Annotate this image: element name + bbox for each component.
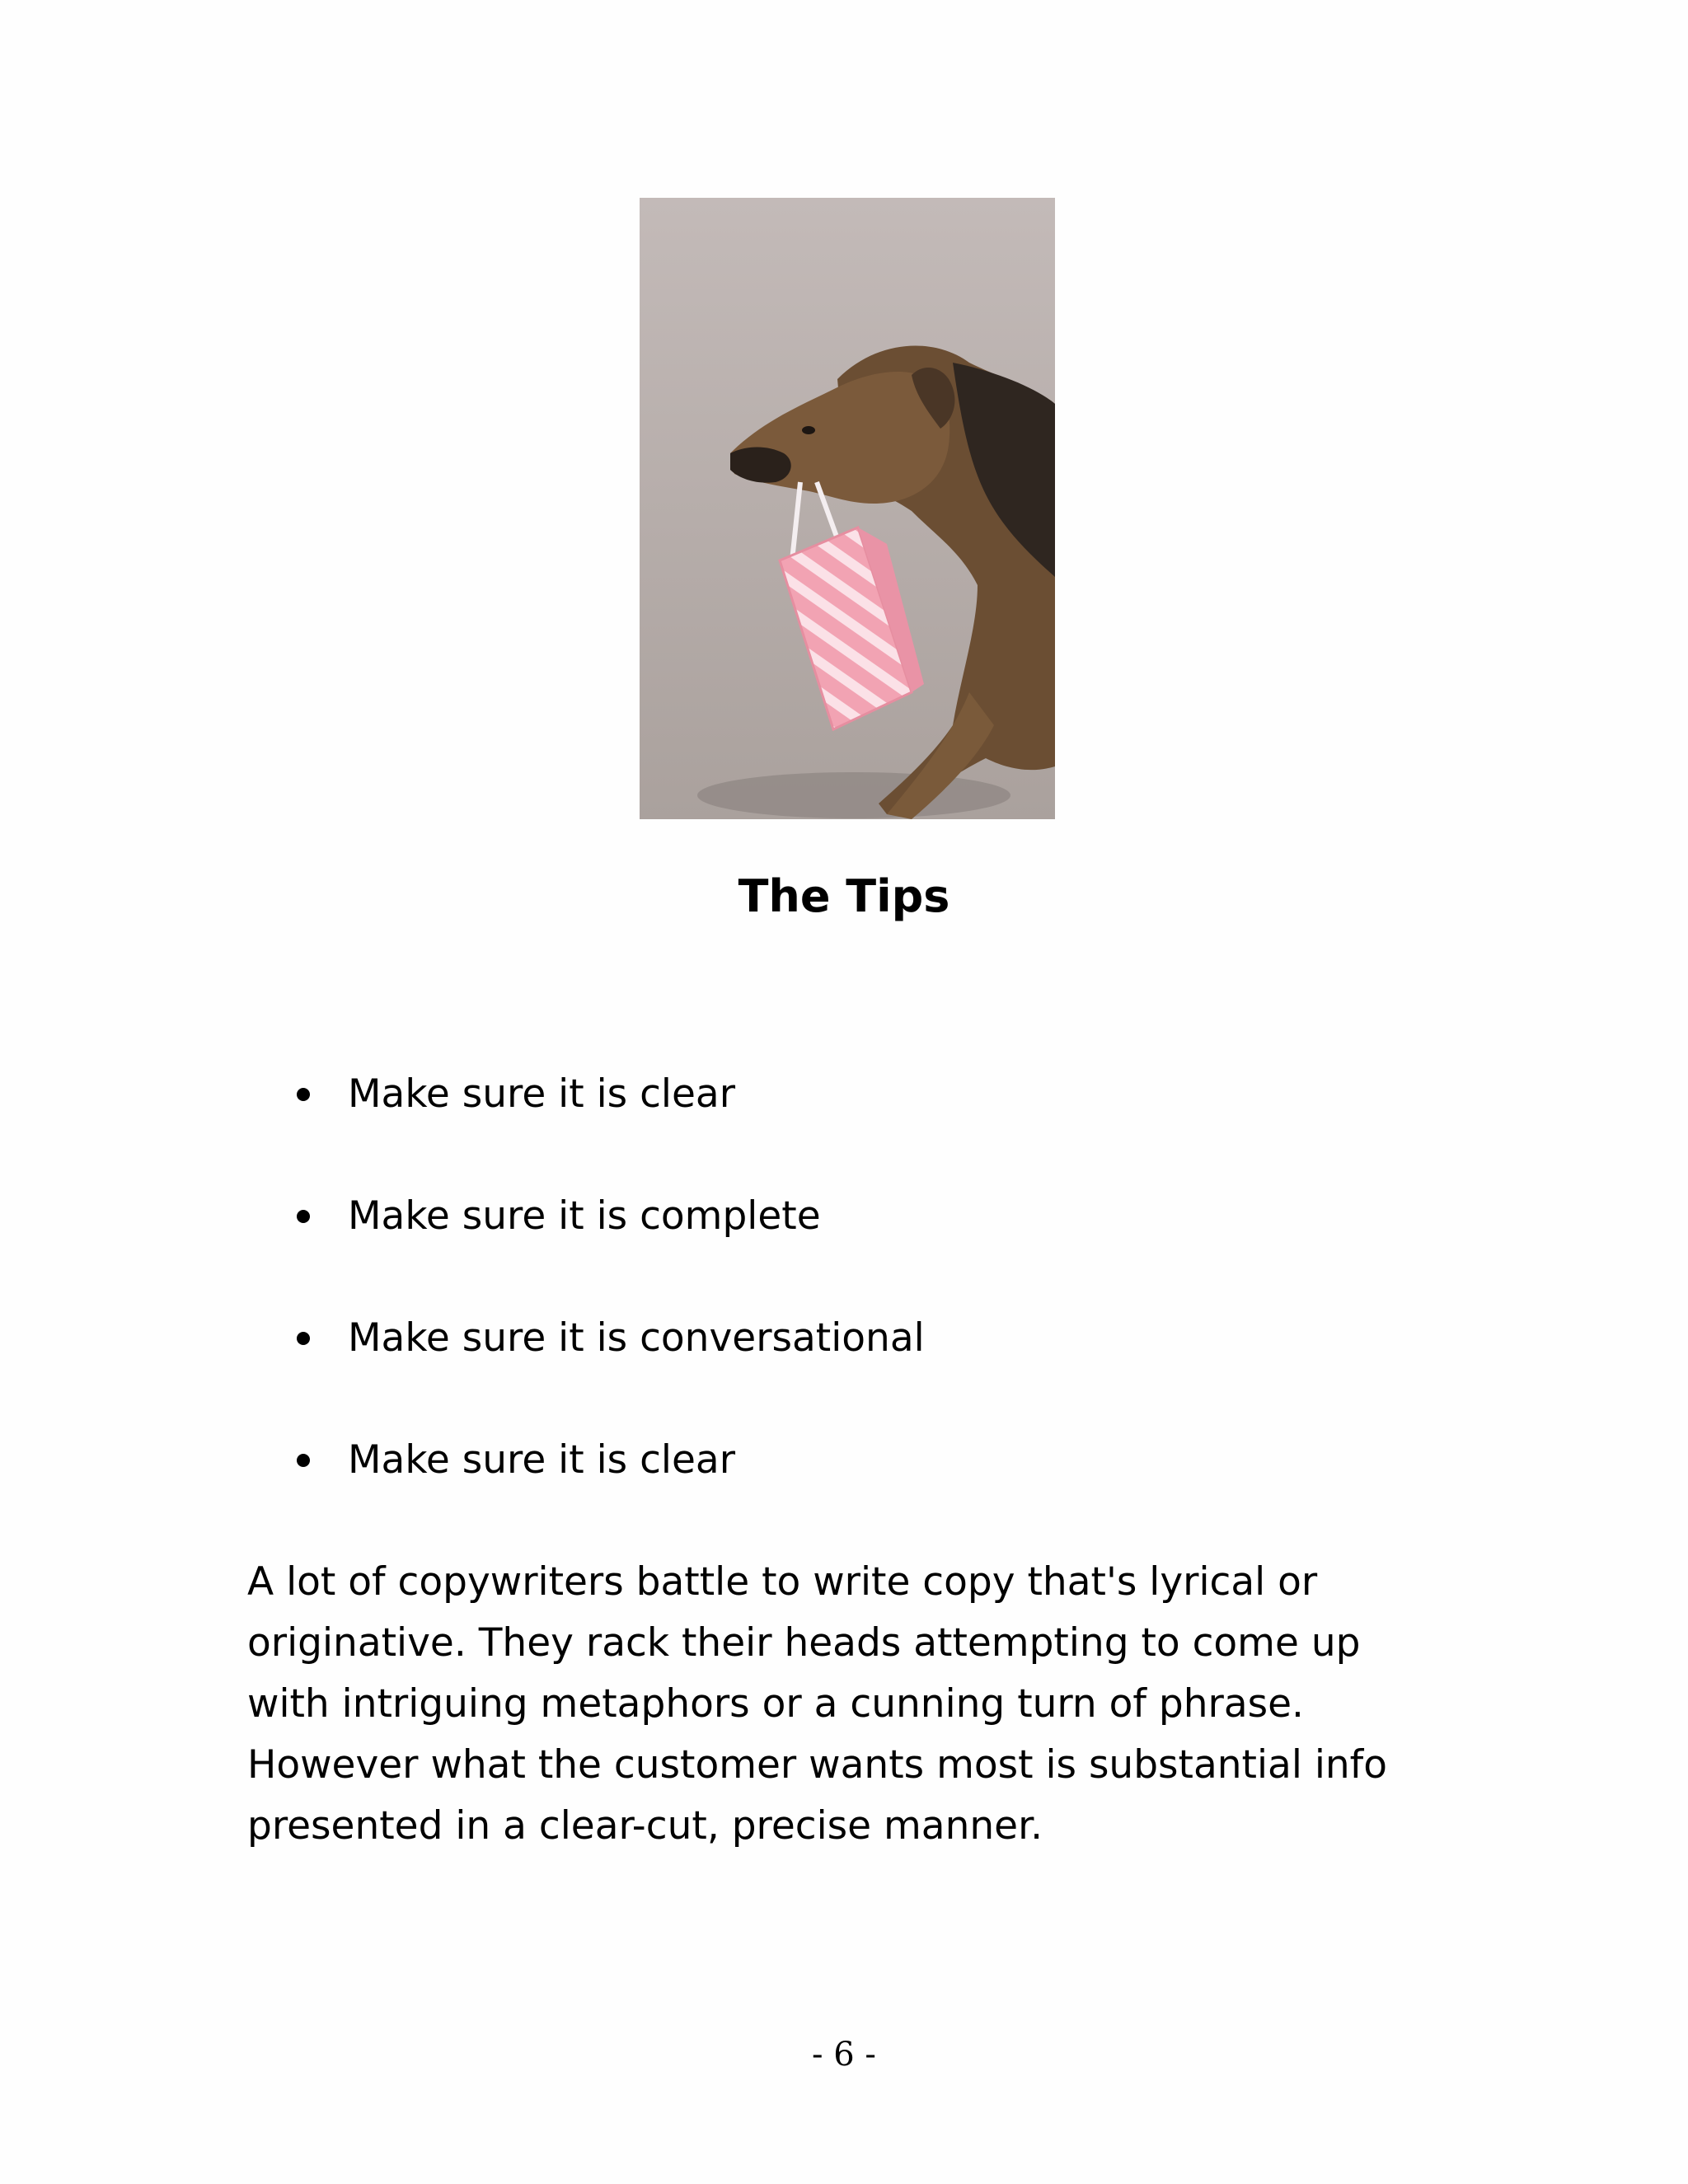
bullet-icon	[297, 1454, 310, 1467]
section-heading: The Tips	[738, 870, 950, 922]
bullet-icon	[297, 1332, 310, 1345]
bullet-icon	[297, 1088, 310, 1101]
tip-text: Make sure it is conversational	[348, 1315, 925, 1361]
dog-photo-illustration	[640, 198, 1055, 819]
paragraph-line: with intriguing metaphors or a cunning turn of phrase.	[247, 1681, 1304, 1727]
paragraph-line: presented in a clear-cut, precise manner.	[247, 1803, 1043, 1849]
tips-list	[297, 1063, 925, 1551]
paragraph-line: A lot of copywriters battle to write copy that's lyrical or	[247, 1559, 1318, 1605]
tip-text: Make sure it is complete	[348, 1193, 821, 1239]
bullet-icon	[297, 1210, 310, 1223]
list-item	[297, 1307, 925, 1429]
dog-with-bag-photo	[640, 198, 1055, 819]
list-item	[297, 1185, 925, 1307]
tip-text: Make sure it is clear	[348, 1071, 736, 1117]
body-paragraph	[247, 1552, 1451, 1857]
page-number: - 6 -	[812, 2036, 876, 2074]
paragraph-line: However what the customer wants most is substantial info	[247, 1742, 1387, 1788]
list-item	[297, 1063, 925, 1185]
paragraph-line: originative. They rack their heads attempting to come up	[247, 1620, 1361, 1666]
tip-text: Make sure it is clear	[348, 1437, 736, 1483]
list-item	[297, 1429, 925, 1551]
